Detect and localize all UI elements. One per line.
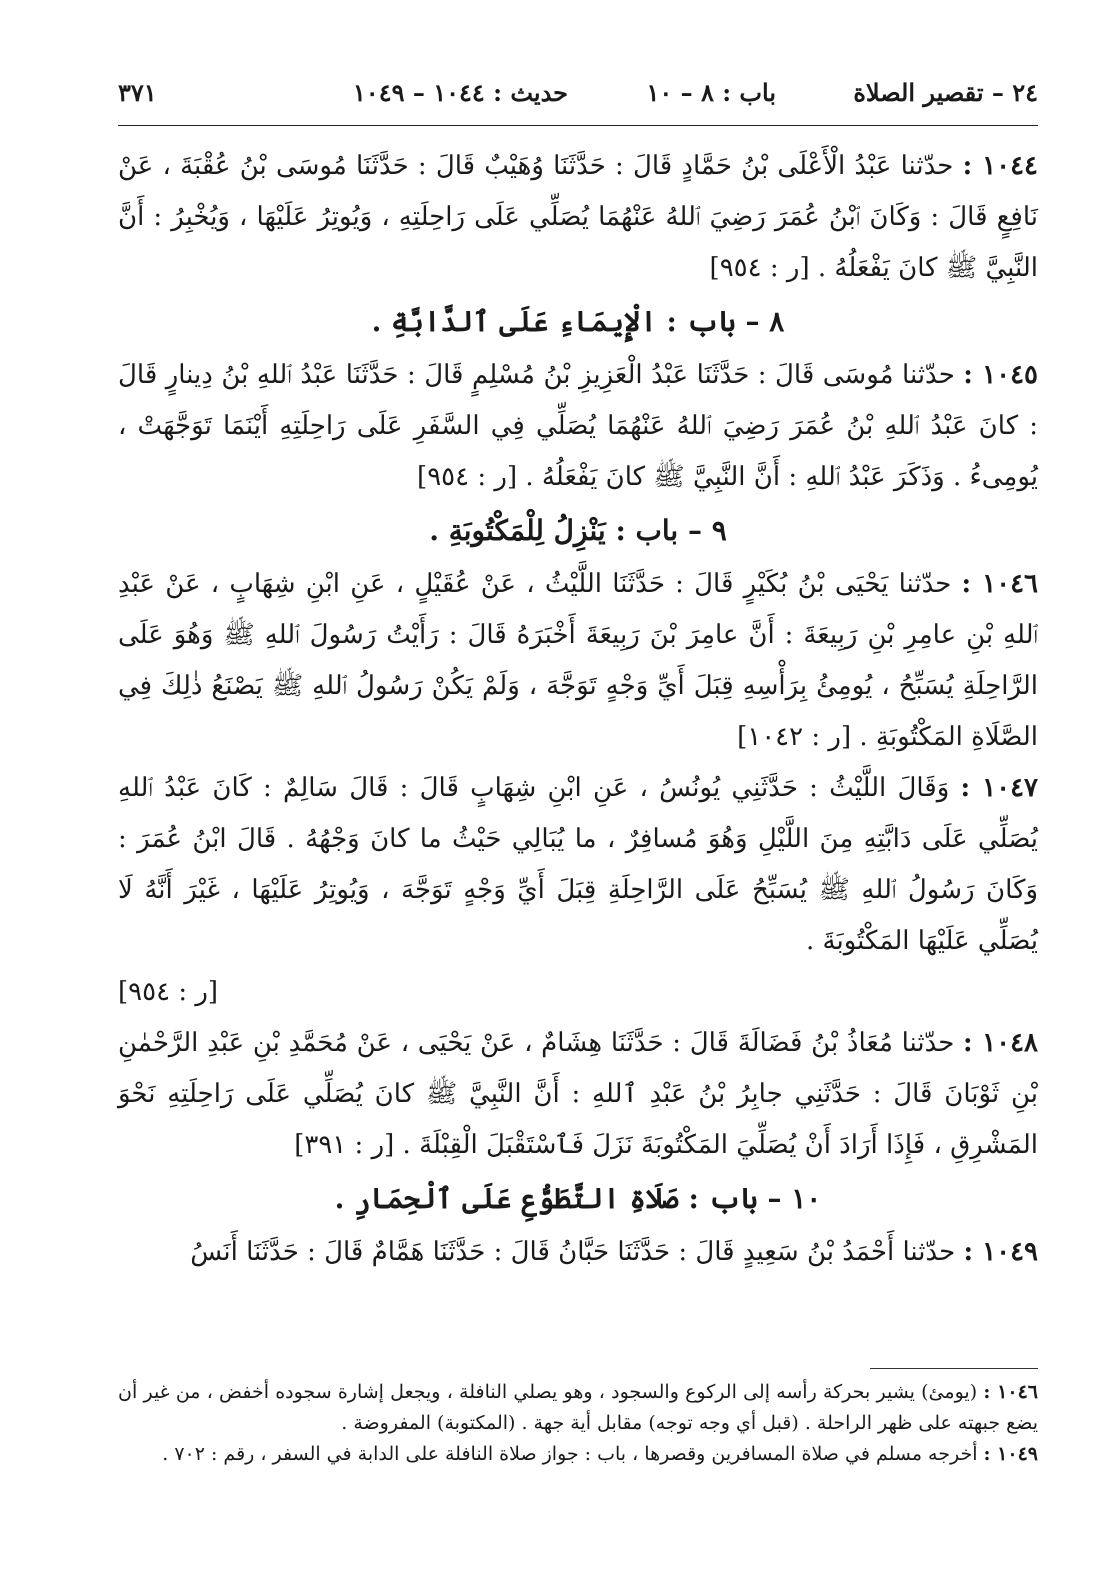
bab-heading-9	[118, 503, 1038, 559]
page-number: ٣٧١	[118, 78, 157, 107]
cross-reference: [ر : ١٠٤٢]	[737, 722, 852, 752]
footnote-number: ١٠٤٦ :	[983, 1381, 1038, 1403]
cross-reference: [ر : ٩٥٤]	[118, 977, 219, 1007]
cross-reference: [ر : ٣٩١]	[294, 1130, 395, 1160]
bab-heading-10	[118, 1171, 1038, 1227]
header-hadith-range: حديث : ١٠٤٤ – ١٠٤٩	[352, 78, 568, 107]
footnote-number: ١٠٤٩ :	[983, 1443, 1038, 1465]
hadith-text: حدّثنا أَحْمَدُ بْنُ سَعِيدٍ قَالَ : حَدَّثَنَا حَبَّانُ قَالَ : حَدَّثَنَا هَمَّامٌ قَالَ : حَدَّثَنَا أَنَسُ	[190, 1237, 956, 1267]
header-divider	[118, 125, 1038, 126]
main-text	[118, 141, 1038, 1278]
running-header	[118, 78, 1038, 118]
bab-label: ٩ – باب :	[615, 514, 727, 547]
footnotes	[118, 1377, 1038, 1470]
hadith-1047	[118, 763, 1038, 967]
hadith-text: حدّثنا مُوسَى قَالَ : حَدَّثَنَا عَبْدُ الْعَزِيزِ بْنُ مُسْلِمٍ قَالَ : حَدَّثَنَا عَبْدُ ٱللهِ بْنُ دِينارٍ قَالَ : كانَ عَبْدُ ٱللهِ بْنُ عُمَرَ رَضِيَ ٱللهُ عَنْهُمَا يُصَلِّي فِي السَّفَرِ عَلَى رَاحِلَتِهِ أَيْنَمَا تَوَجَّهَتْ ، يُومِىءُ . وَذَكَرَ عَبْدُ ٱللهِ : أَنَّ النَّبِيَّ ﷺ كانَ يَفْعَلُهُ .	[118, 360, 1038, 492]
hadith-1048	[118, 1018, 1038, 1171]
bab-heading-8	[118, 294, 1038, 350]
hadith-1044	[118, 141, 1038, 294]
hadith-1047-reference	[118, 967, 1038, 1018]
header-chapter-title: ٢٤ – تقصير الصلاة	[853, 78, 1038, 107]
hadith-text: حدّثنا عَبْدُ الْأَعْلَى بْنُ حَمَّادٍ قَالَ : حَدَّثَنَا وُهَيْبٌ قَالَ : حَدَّثَنَا مُوسَى بْنُ عُقْبَةَ ، عَنْ نَافِعٍ قَالَ : وَكَانَ ٱبْنُ عُمَرَ رَضِيَ ٱللهُ عَنْهُمَا يُصَلِّي عَلَى رَاحِلَتِهِ ، وَيُوتِرُ عَلَيْهَا ، وَيُخْبِرُ : أَنَّ النَّبِيَّ ﷺ كانَ يَفْعَلُهُ .	[118, 151, 1038, 283]
hadith-number: ١٠٤٧ :	[960, 773, 1038, 803]
bab-title: صَلَاةِ التَّطَوُّعِ عَلَى ٱلْحِمَارِ .	[334, 1182, 679, 1215]
footnote-1046	[118, 1377, 1038, 1439]
footnote-1049	[118, 1439, 1038, 1470]
bab-label: ٨ – باب :	[666, 305, 785, 338]
hadith-1045	[118, 350, 1038, 503]
cross-reference: [ر : ٩٥٤]	[417, 462, 518, 492]
footnote-text: أخرجه مسلم في صلاة المسافرين وقصرها ، باب : جواز صلاة النافلة على الدابة في السفر ، رقم : ٧٠٢ .	[162, 1443, 978, 1465]
hadith-1049	[118, 1227, 1038, 1278]
footnote-text: (يومئ) يشير بحركة رأسه إلى الركوع والسجود ، وهو يصلي النافلة ، ويجعل إشارة سجوده أخفض ، من غير أن يضع جبهته على ظهر الراحلة . (قبل أي وجه توجه) مقابل أية جهة . (المكتوبة) المفروضة .	[118, 1381, 1038, 1434]
bab-label: ١٠ – باب :	[688, 1182, 822, 1215]
bab-title: الْإِيمَاءِ عَلَى ٱلدَّابَّةِ .	[371, 305, 657, 338]
hadith-number: ١٠٤٩ :	[963, 1237, 1038, 1267]
hadith-text: حدّثنا مُعَاذُ بْنُ فَضَالَةَ قَالَ : حَدَّثَنَا هِشَامٌ ، عَنْ يَحْيَى ، عَنْ مُحَمَّدِ بْنِ عَبْدِ الرَّحْمٰنِ بْنِ ثَوْبَانَ قَالَ : حَدَّثَنِي جابِرُ بْنُ عَبْدِ ٱللهِ : أَنَّ النَّبِيَّ ﷺ كانَ يُصَلِّي عَلَى رَاحِلَتِهِ نَحْوَ المَشْرِقِ ، فَإِذَا أَرَادَ أَنْ يُصَلِّيَ المَكْتُوبَةَ نَزَلَ فَٱسْتَقْبَلَ الْقِبْلَةَ .	[118, 1028, 1038, 1160]
hadith-number: ١٠٤٦ :	[961, 569, 1038, 599]
hadith-text: حدّثنا يَحْيَى بْنُ بُكَيْرٍ قَالَ : حَدَّثَنَا اللَّيْثُ ، عَنْ عُقَيْلٍ ، عَنِ ابْنِ شِهَابٍ ، عَنْ عَبْدِ ٱللهِ بْنِ عامِرِ بْنِ رَبِيعَةَ : أَنَّ عامِرَ بْنَ رَبِيعَةَ أَخْبَرَهُ قَالَ : رَأَيْتُ رَسُولَ ٱللهِ ﷺ وَهُوَ عَلَى الرَّاحِلَةِ يُسَبِّحُ ، يُومِئُ بِرَأْسِهِ قِبَلَ أَيِّ وَجْهٍ تَوَجَّهَ ، وَلَمْ يَكُنْ رَسُولُ ٱللهِ ﷺ يَصْنَعُ ذٰلِكَ فِي الصَّلَاةِ المَكْتُوبَةِ .	[118, 569, 1038, 752]
header-bab-range: باب : ٨ – ١٠	[646, 78, 776, 107]
hadith-number: ١٠٤٥ :	[963, 360, 1038, 390]
hadith-number: ١٠٤٤ :	[962, 151, 1038, 181]
hadith-number: ١٠٤٨ :	[963, 1028, 1039, 1058]
footnote-divider	[870, 1368, 1038, 1369]
hadith-text: وَقَالَ اللَّيْثُ : حَدَّثَنِي يُونُسُ ، عَنِ ابْنِ شِهَابٍ قَالَ : قَالَ سَالِمٌ : كَانَ عَبْدُ ٱللهِ يُصَلِّي عَلَى دَابَّتِهِ مِنَ اللَّيْلِ وَهُوَ مُسافِرٌ ، ما يُبَالِي حَيْثُ ما كانَ وَجْهُهُ . قَالَ ابْنُ عُمَرَ : وَكَانَ رَسُولُ ٱللهِ ﷺ يُسَبِّحُ عَلَى الرَّاحِلَةِ قِبَلَ أَيِّ وَجْهٍ تَوَجَّهَ ، وَيُوتِرُ عَلَيْهَا ، غَيْرَ أَنَّهُ لَا يُصَلِّي عَلَيْهَا المَكْتُوبَةَ .	[118, 773, 1038, 956]
bab-title: يَنْزِلُ لِلْمَكْتُوبَةِ .	[429, 514, 606, 547]
hadith-1046	[118, 559, 1038, 763]
cross-reference: [ر : ٩٥٤]	[709, 253, 810, 283]
